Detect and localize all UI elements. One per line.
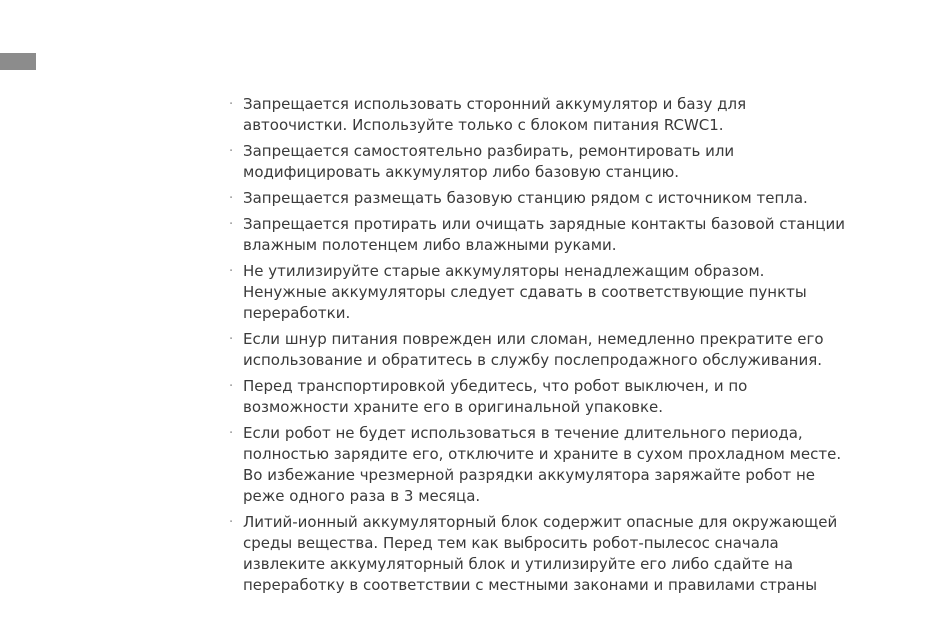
safety-item-line: Если робот не будет использоваться в течение длительного периода, [243, 424, 803, 442]
safety-item-line: Перед транспортировкой убедитесь, что робот выключен, и по [243, 377, 748, 395]
safety-item-line: переработки. [243, 304, 351, 322]
bullet-dot: · [229, 264, 234, 279]
bullet-dot: · [229, 332, 234, 347]
safety-item-line: полностью зарядите его, отключите и храните в сухом прохладном месте. [243, 445, 842, 463]
safety-item-line: Если шнур питания поврежден или сломан, немедленно прекратите его [243, 330, 824, 348]
bullet-dot: · [229, 426, 234, 441]
safety-item-line: Во избежание чрезмерной разрядки аккумулятора заряжайте робот не [243, 466, 815, 484]
bullet-dot: · [229, 379, 234, 394]
section-tab-marker [0, 53, 36, 70]
safety-item-line: Не утилизируйте старые аккумуляторы ненадлежащим образом. [243, 262, 765, 280]
safety-item-line: среды вещества. Перед тем как выбросить робот-пылесос сначала [243, 534, 779, 552]
bullet-dot: · [229, 515, 234, 530]
safety-item-line: использование и обратитесь в службу послепродажного обслуживания. [243, 351, 823, 369]
safety-item-line: автоочистки. Используйте только с блоком питания RCWC1. [243, 116, 724, 134]
safety-item-line: Запрещается использовать сторонний аккумулятор и базу для [243, 95, 747, 113]
safety-item-3 [229, 188, 899, 209]
safety-item-6 [229, 329, 899, 371]
safety-item-4 [229, 214, 899, 256]
safety-instructions-list [229, 94, 899, 601]
safety-item-line: влажным полотенцем либо влажными руками. [243, 236, 617, 254]
safety-item-9 [229, 512, 899, 596]
safety-item-line: Ненужные аккумуляторы следует сдавать в соответствующие пункты [243, 283, 807, 301]
safety-item-line: переработку в соответствии с местными законами и правилами страны [243, 576, 818, 594]
safety-item-line: Запрещается размещать базовую станцию рядом с источником тепла. [243, 189, 808, 207]
bullet-dot: · [229, 144, 234, 159]
safety-item-line: Литий-ионный аккумуляторный блок содержит опасные для окружающей [243, 513, 838, 531]
safety-item-line: Запрещается самостоятельно разбирать, ремонтировать или [243, 142, 735, 160]
safety-item-2 [229, 141, 899, 183]
bullet-dot: · [229, 191, 234, 206]
safety-item-line: возможности храните его в оригинальной упаковке. [243, 398, 664, 416]
safety-item-line: модифицировать аккумулятор либо базовую станцию. [243, 163, 679, 181]
safety-item-line: реже одного раза в 3 месяца. [243, 487, 481, 505]
bullet-dot: · [229, 97, 234, 112]
safety-item-5 [229, 261, 899, 324]
safety-item-7 [229, 376, 899, 418]
safety-item-8 [229, 423, 899, 507]
safety-item-line: Запрещается протирать или очищать зарядные контакты базовой станции [243, 215, 845, 233]
bullet-dot: · [229, 217, 234, 232]
safety-item-line: извлеките аккумуляторный блок и утилизируйте его либо сдайте на [243, 555, 794, 573]
safety-item-1 [229, 94, 899, 136]
